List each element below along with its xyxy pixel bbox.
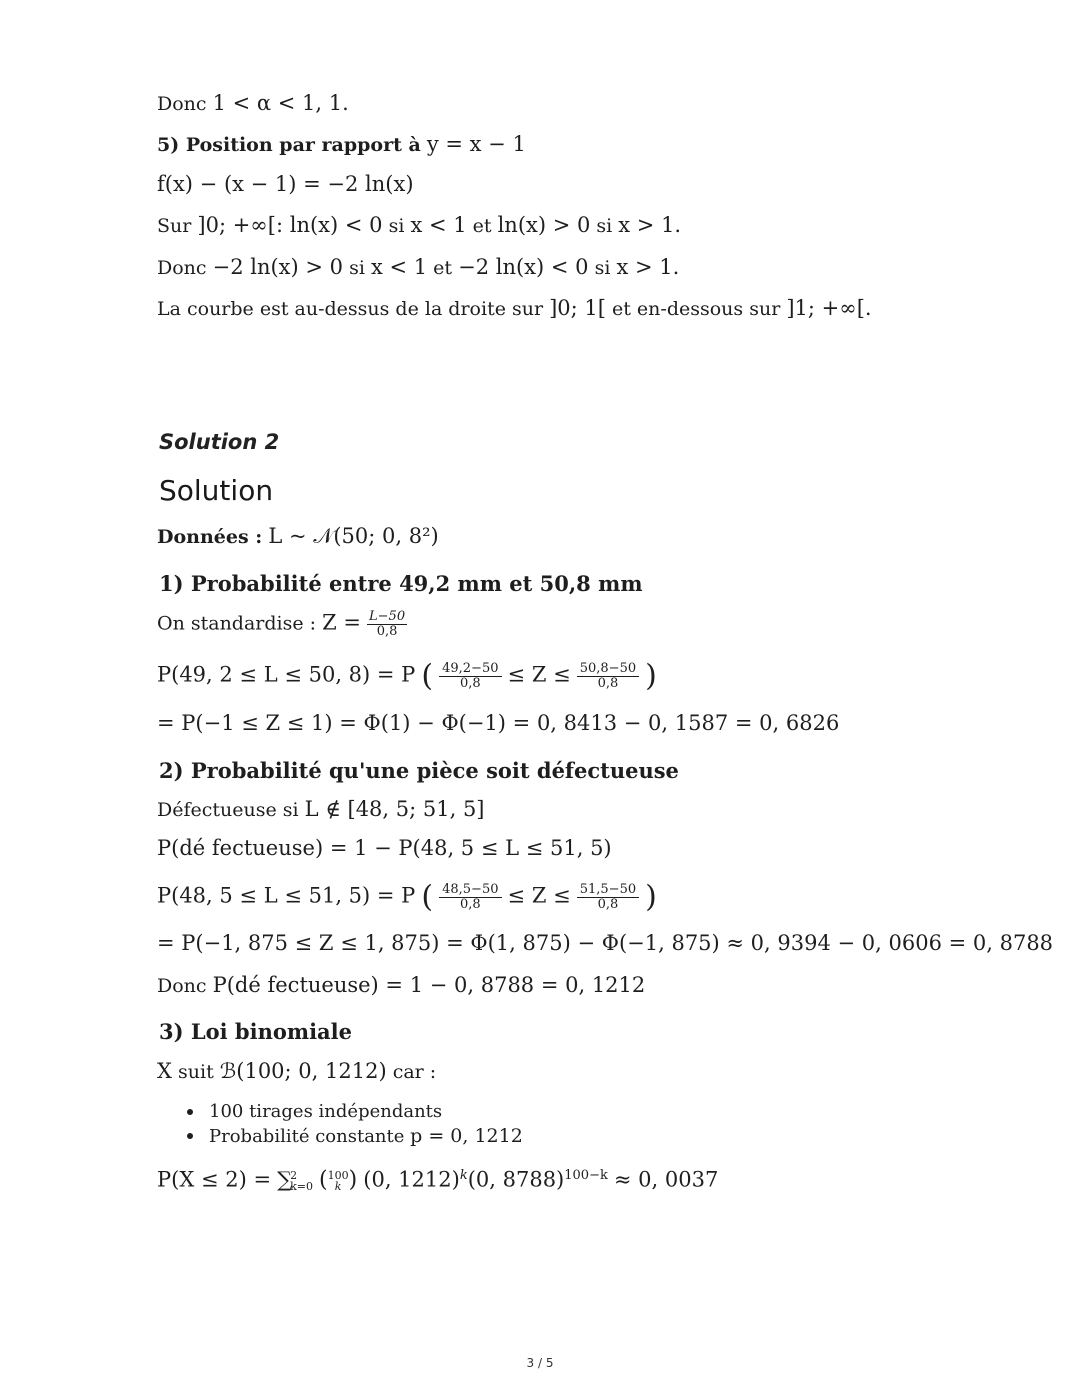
math-normal-law: L ~ 𝒩(50; 0, 8²) xyxy=(268,524,439,548)
math-line-eq: y = x − 1 xyxy=(426,132,526,156)
line-p1-standardized: P(49, 2 ≤ L ≤ 50, 8) = P ( $\frac{49,2-50}{0,8}$ ≤ Z ≤ $\frac{50,8-50}{0,8}$ ) xyxy=(157,658,657,694)
fraction-p1-upper: $\frac{50,8-50}{0,8}$ xyxy=(577,662,639,691)
page-number: 3 / 5 xyxy=(526,1356,554,1370)
solution-subtitle: Solution 2 xyxy=(159,430,280,454)
heading-q3: 3) Loi binomiale xyxy=(159,1019,352,1044)
binomial-coefficient: 100 k xyxy=(327,1169,349,1194)
line-p1-result: = P(−1 ≤ Z ≤ 1) = Φ(1) − Φ(−1) = 0, 8413 − 0, 1587 = 0, 6826 xyxy=(157,711,840,735)
fraction-p2-upper: $\frac{51,5-50}{0,8}$ xyxy=(577,883,639,912)
fraction-p1-lower: $\frac{49,2-50}{0,8}$ xyxy=(439,662,501,691)
line-standardise: On standardise : Z = $\frac{L-50}{0,8}$ xyxy=(157,609,406,639)
line-p2-standardized: P(48, 5 ≤ L ≤ 51, 5) = P ( $\frac{48,5-50}{0,8}$ ≤ Z ≤ $\frac{51,5-50}{0,8}$ ) xyxy=(157,879,657,915)
list-item: Probabilité constante p = 0, 1212 xyxy=(185,1124,523,1149)
bullet-icon xyxy=(187,1133,193,1139)
line-sign-2ln: Donc −2 ln(x) > 0 si x < 1 et −2 ln(x) < 0 si x > 1. xyxy=(157,255,680,279)
math-difference: f(x) − (x − 1) = −2 ln(x) xyxy=(157,172,414,196)
sum-limits: 2 k=0 xyxy=(290,1169,313,1194)
line-p2-result: = P(−1, 875 ≤ Z ≤ 1, 875) = Φ(1, 875) − Φ(−1, 875) ≈ 0, 9394 − 0, 0606 = 0, 8788 xyxy=(157,931,1054,955)
heading-q2: 2) Probabilité qu'une pièce soit défectueuse xyxy=(159,758,679,783)
line-pdef: P(dé fectueuse) = 1 − P(48, 5 ≤ L ≤ 51, 5) xyxy=(157,836,612,860)
line-donnees: Données : L ~ 𝒩(50; 0, 8²) xyxy=(157,524,439,548)
line-binomial-law: X suit ℬ(100; 0, 1212) car : xyxy=(157,1059,437,1083)
list-item: 100 tirages indépendants xyxy=(185,1100,523,1124)
line-conclusion: La courbe est au-dessus de la droite sur ]0; 1[ et en-dessous sur ]1; +∞[. xyxy=(157,296,872,320)
line-binomial-sum: P(X ≤ 2) = ∑ 2 k=0 ( 100 k ) (0, 1212)$^k$(0, 8788)$^{100-k}$ ≈ 0, 0037 xyxy=(157,1167,719,1194)
solution-title: Solution xyxy=(159,474,274,507)
line-sign-ln: Sur ]0; +∞[: ln(x) < 0 si x < 1 et ln(x) > 0 si x > 1. xyxy=(157,213,682,237)
line-defect-condition: Défectueuse si L ∉ [48, 5; 51, 5] xyxy=(157,797,485,821)
math-alpha-bounds: 1 < α < 1, 1. xyxy=(212,91,349,115)
heading-position: 5) Position par rapport à y = x − 1 xyxy=(157,132,526,156)
fraction-p2-lower: $\frac{48,5-50}{0,8}$ xyxy=(439,883,501,912)
heading-q1: 1) Probabilité entre 49,2 mm et 50,8 mm xyxy=(159,571,643,596)
bullet-icon xyxy=(187,1109,193,1115)
line-difference xyxy=(157,172,414,197)
fraction-standardise: $\frac{L-50}{0,8}$ xyxy=(369,609,406,639)
line-donc-pdef: Donc P(dé fectueuse) = 1 − 0, 8788 = 0, 1212 xyxy=(157,973,646,997)
bullet-list xyxy=(185,1100,523,1149)
line-donc-alpha: Donc 1 < α < 1, 1. xyxy=(157,91,349,115)
